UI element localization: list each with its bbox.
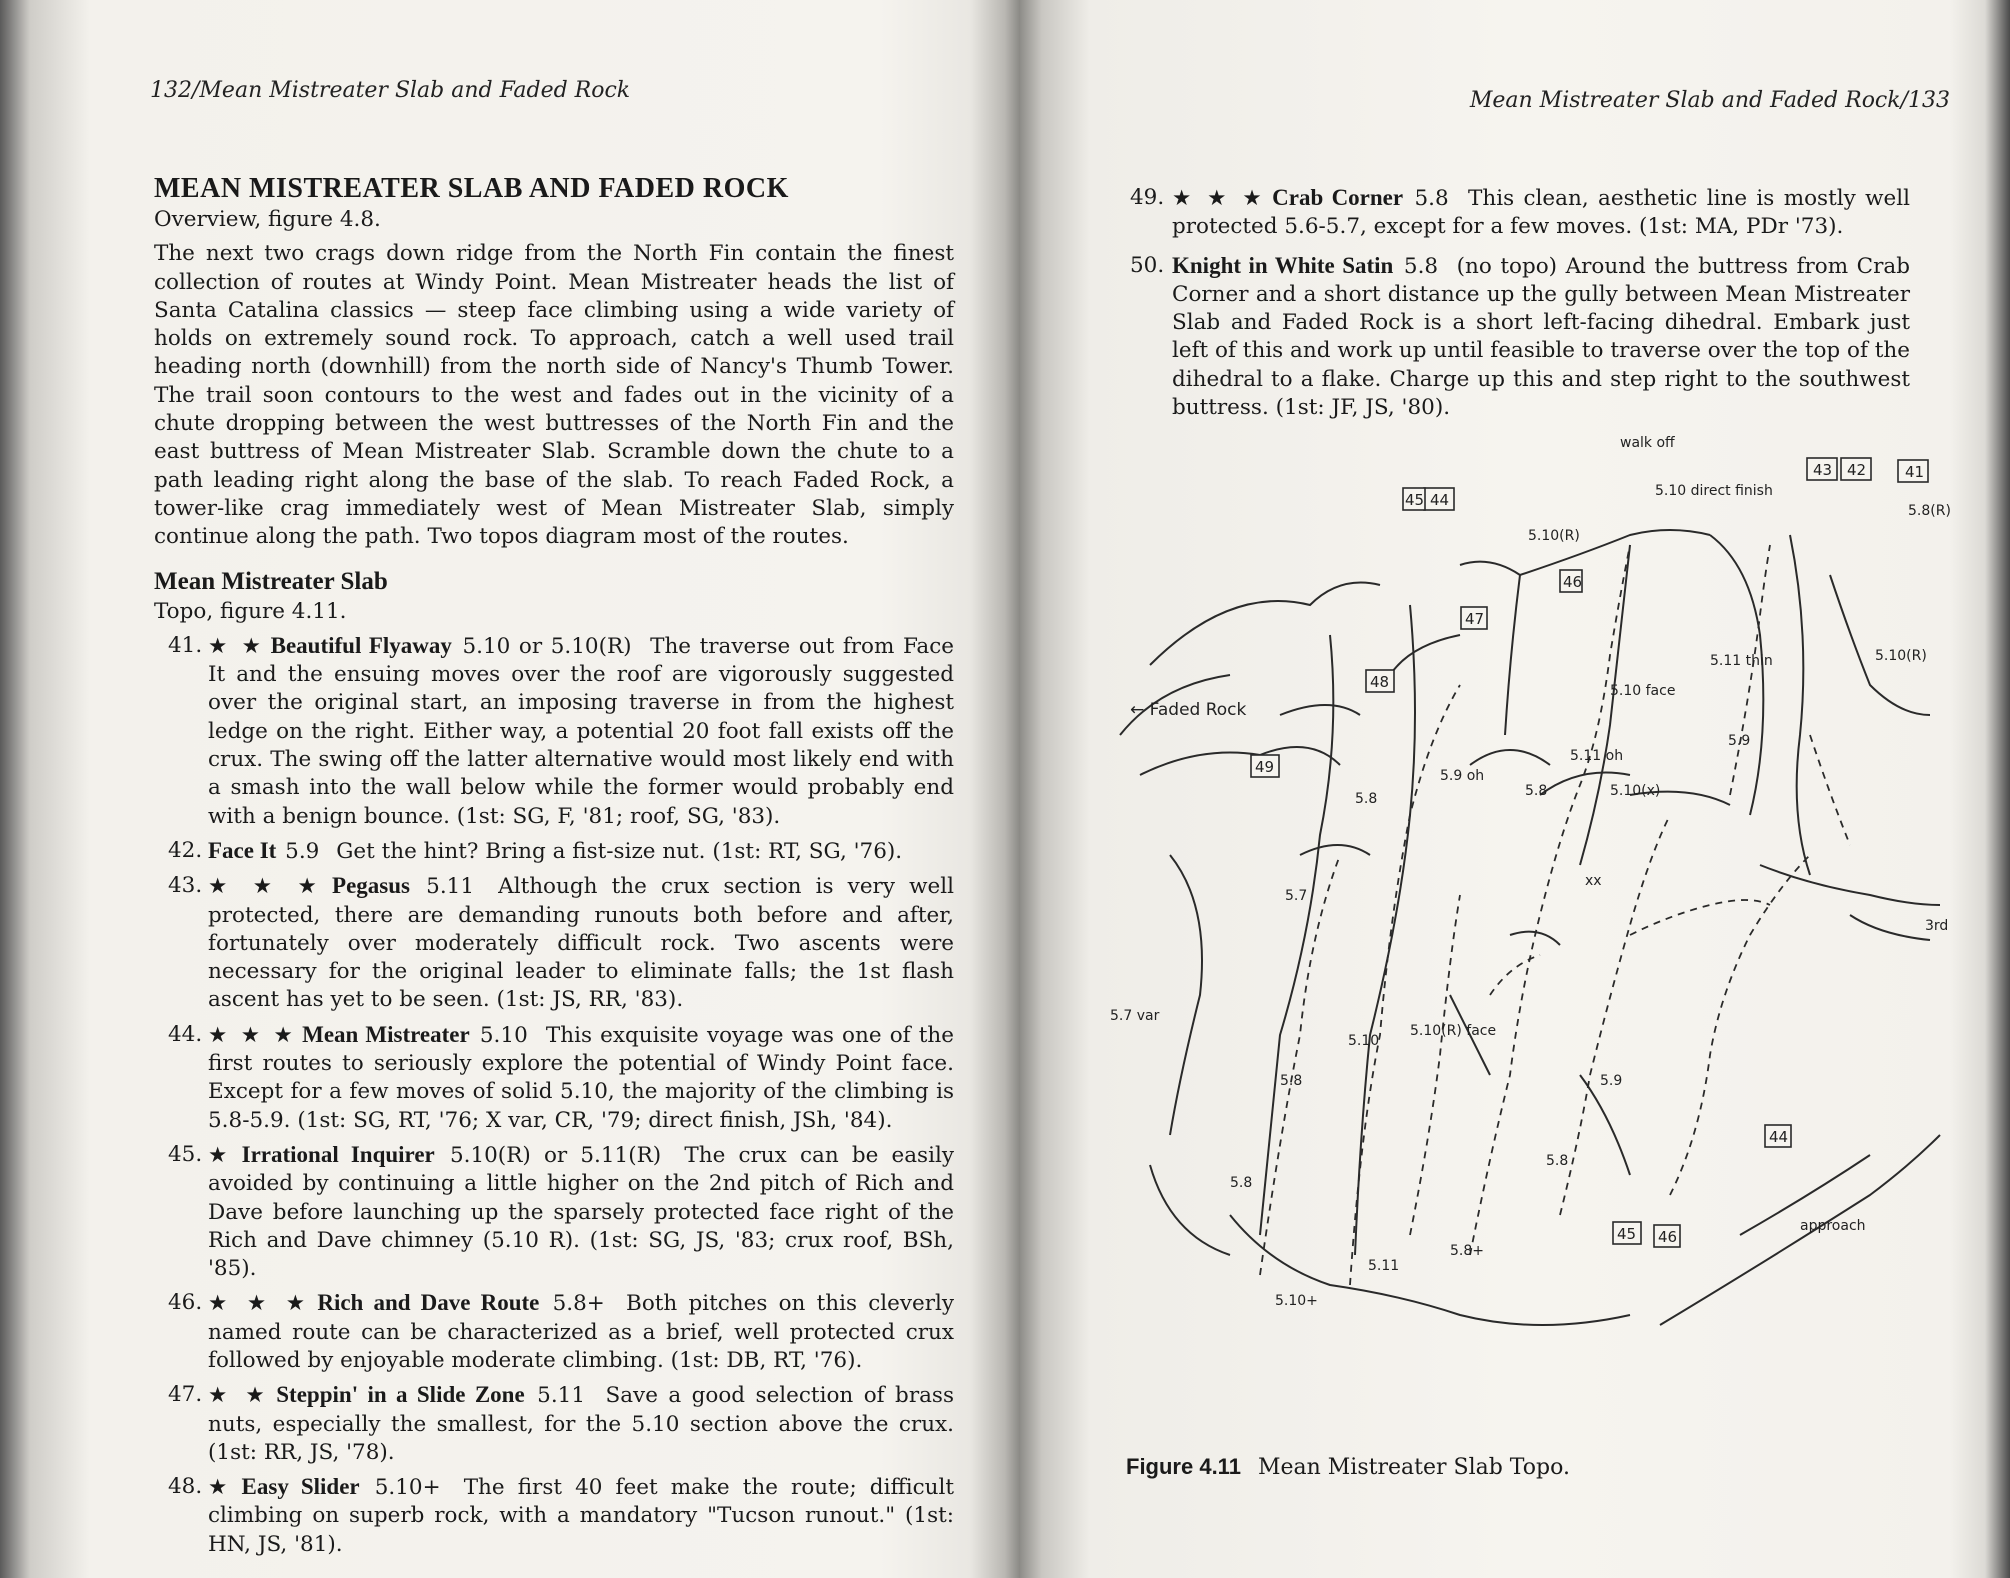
svg-text:46: 46 <box>1658 1228 1678 1246</box>
route-description: The crux can be easily avoided by continuing a little higher on the 2nd pitch of Rich and Dave before launching up the sparsely protected face right of the Rich and Dave chimney (5.10 R). (1st: SG, JS, '83; crux roof, BSh, '85). <box>208 1142 954 1282</box>
route-stars: ★ ★ ★ <box>208 874 327 900</box>
route-entry <box>154 1021 954 1135</box>
route-entry <box>154 1141 954 1283</box>
route-grade: 5.10 or 5.10(R) <box>462 633 632 659</box>
route-grade: 5.8 <box>1403 253 1439 279</box>
topo-label-510r-2: 5.10(R) <box>1875 648 1927 664</box>
topo-label-511: 5.11 <box>1368 1258 1400 1274</box>
right-page <box>1020 0 2010 1578</box>
route-number: 47. <box>168 1382 203 1408</box>
route-name: Crab Corner <box>1272 185 1404 210</box>
route-description: The first 40 feet make the route; difficult climbing on superb rock, with a mandatory "Tucson runout." (1st: HN, JS, '81). <box>208 1475 955 1557</box>
route-number: 48. <box>168 1474 203 1500</box>
topo-label-direct-finish: 5.10 direct finish <box>1655 483 1773 499</box>
route-entry <box>154 837 954 866</box>
route-entry <box>154 632 954 831</box>
route-entry <box>154 1289 954 1375</box>
route-stars: ★ ★ ★ <box>1172 186 1267 211</box>
topo-label-58r: 5.8(R) <box>1908 503 1951 519</box>
svg-text:45: 45 <box>1617 1225 1637 1243</box>
route-number: 42. <box>168 837 203 863</box>
route-number: 49. <box>1130 185 1165 210</box>
left-column <box>154 172 954 1559</box>
topo-label-511oh: 5.11 oh <box>1570 748 1624 764</box>
route-stars: ★ ★ ★ <box>208 1291 312 1317</box>
route-description: Save a good selection of brass nuts, especially the smallest, for the 5.10 section above the crux. (1st: RR, JS, '78). <box>208 1383 954 1465</box>
route-entry <box>1130 252 1910 423</box>
svg-text:44: 44 <box>1430 491 1450 509</box>
section-title: Mean Mistreater Slab <box>154 567 388 595</box>
route-grade: 5.10(R) or 5.11(R) <box>449 1142 662 1168</box>
route-stars: ★ <box>208 1475 236 1501</box>
topo-label-57: 5.7 <box>1285 888 1308 904</box>
route-description: Although the crux section is very well protected, there are demanding runouts both before and after, fortunately over moderately difficult rock. Two ascents were necessary for the original leader to eliminate falls; the 1st flash ascent has yet to be seen. (1st: JS, RR, '83). <box>208 874 954 1013</box>
topo-label-xx: xx <box>1585 873 1602 889</box>
route-name: Knight in White Satin <box>1172 252 1394 278</box>
topo-label-59b: 5.9 <box>1600 1073 1623 1089</box>
route-list-right <box>1130 184 1910 432</box>
topo-label-59: 5.9 <box>1728 733 1751 749</box>
route-description: This exquisite voyage was one of the first routes to seriously explore the potential of Windy Point face. Except for a few moves of solid 5.10, the majority of the climbing is 5.8-5.9. (1st: SG, RT, '76; X var, CR, '79; direct finish, JSh, '84). <box>208 1022 955 1133</box>
route-list-left <box>154 632 954 1559</box>
topo-drawing <box>1110 435 1960 1335</box>
route-stars: ★ ★ <box>208 633 265 659</box>
topo-label-510face: 5.10(R) face <box>1410 1023 1497 1039</box>
route-entry <box>1130 184 1910 242</box>
topo-label-3rd: 3rd <box>1925 918 1949 934</box>
route-name: Rich and Dave Route <box>317 1290 540 1316</box>
topo-outline <box>1150 583 1380 666</box>
route-grade: 5.11 <box>537 1383 586 1409</box>
right-running-head: Mean Mistreater Slab and Faded Rock/133 <box>1469 88 1950 113</box>
route-number: 50. <box>1130 252 1165 278</box>
route-name: Easy Slider <box>241 1474 360 1500</box>
route-name: Pegasus <box>332 873 410 899</box>
topo-label-58e: 5.8 <box>1230 1175 1253 1191</box>
overview-ref: Overview, figure 4.8. <box>154 207 381 232</box>
topo-label-face: 5.10 face <box>1610 683 1676 699</box>
figure-caption-text: Mean Mistreater Slab Topo. <box>1257 1455 1570 1480</box>
route-entry <box>154 872 954 1014</box>
section-topo-ref: Topo, figure 4.11. <box>154 598 347 624</box>
svg-text:45: 45 <box>1405 491 1425 509</box>
route-entry <box>154 1473 954 1559</box>
svg-text:43: 43 <box>1813 461 1833 479</box>
route-stars: ★ <box>208 1142 236 1168</box>
route-description: Get the hint? Bring a fist-size nut. (1st: RT, SG, '76). <box>336 838 903 864</box>
svg-text:41: 41 <box>1905 463 1925 481</box>
route-grade: 5.11 <box>426 874 475 900</box>
topo-label-510plus: 5.10+ <box>1275 1293 1318 1309</box>
route-description: (no topo) Around the buttress from Crab Corner and a short distance up the gully between Mean Mistreater Slab and Faded Rock is a short left-facing dihedral. Embark just left of this and work up until feasible to traverse over the top of the dihedral to a flake. Charge up this and step right to the southwest buttress. (1st: JF, JS, '80). <box>1172 253 1910 421</box>
route-number: 45. <box>168 1141 203 1167</box>
topo-label-510: 5.10 <box>1348 1033 1380 1049</box>
route-description: This clean, aesthetic line is mostly well protected 5.6-5.7, except for a few moves. (1st: MA, PDr '73). <box>1172 186 1910 240</box>
route-entry <box>154 1381 954 1467</box>
svg-text:49: 49 <box>1255 758 1275 776</box>
topo-label-57var: 5.7 var <box>1110 1008 1160 1024</box>
svg-text:42: 42 <box>1847 461 1867 479</box>
topo-figure <box>1110 435 1960 1335</box>
topo-label-approach: approach <box>1800 1218 1866 1234</box>
route-grade: 5.8+ <box>552 1291 605 1317</box>
figure-caption <box>1126 1454 1570 1480</box>
svg-text:48: 48 <box>1370 673 1390 691</box>
topo-label-510r: 5.10(R) <box>1528 528 1580 544</box>
route-stars: ★ ★ ★ <box>208 1022 297 1048</box>
chapter-title: MEAN MISTREATER SLAB AND FADED ROCK <box>154 173 789 204</box>
route-number: 44. <box>168 1021 203 1047</box>
route-name: Beautiful Flyaway <box>270 632 452 658</box>
route-description: Both pitches on this cleverly named route can be characterized as a brief, well protected crux followed by enjoyable moderate climbing. (1st: DB, RT, '76). <box>208 1291 954 1373</box>
route-description: The traverse out from Face It and the ensuing moves over the roof are vigorously suggested over the original start, an imposing traverse in from the highest ledge on the right. Either way, a potential 20 foot fall exists off the crux. The swing off the latter alternative would most likely end with a smash into the wall below while the former would probably end with a benign bounce. (1st: SG, F, '81; roof, SG, '83). <box>208 633 954 829</box>
topo-label-oh: 5.9 oh <box>1440 768 1485 784</box>
left-running-head: 132/Mean Mistreater Slab and Faded Rock <box>150 78 631 103</box>
topo-label-walk-off: walk off <box>1620 435 1675 451</box>
topo-label-thin: 5.11 thin <box>1710 653 1773 669</box>
topo-label-58plus: 5.8+ <box>1450 1243 1484 1259</box>
route-number: 43. <box>168 873 203 899</box>
route-stars: ★ ★ <box>208 1383 271 1409</box>
topo-label-58d: 5.8 <box>1280 1073 1303 1089</box>
topo-label-58c: 5.8 <box>1546 1153 1569 1169</box>
svg-text:46: 46 <box>1563 573 1583 591</box>
route-name: Face It <box>208 837 277 863</box>
route-name: Mean Mistreater <box>302 1021 470 1047</box>
topo-label-58: 5.8 <box>1525 783 1548 799</box>
route-number: 41. <box>168 632 203 658</box>
intro-paragraph: The next two crags down ridge from the North Fin contain the finest collection of routes at Windy Point. Mean Mistreater heads the list of Santa Catalina classics — steep face climbing using a wide variety of holds on extremely sound rock. To approach, catch a well used trail heading north (downhill) from the north side of Nancy's Thumb Tower. The trail soon contours to the west and fades out in the vicinity of a chute dropping between the west buttresses of the North Fin and the east buttress of Mean Mistreater Slab. Scramble down the chute to a path leading right along the base of the slab. To reach Faded Rock, a tower-like crag immediately west of Mean Mistreater Slab, simply continue along the path. Two topos diagram most of the routes. <box>154 241 954 550</box>
topo-label-faded-rock: ← Faded Rock <box>1130 700 1247 720</box>
route-grade: 5.10 <box>479 1022 528 1048</box>
svg-text:47: 47 <box>1465 610 1485 628</box>
svg-text:44: 44 <box>1769 1128 1789 1146</box>
route-grade: 5.10+ <box>374 1475 441 1501</box>
topo-label-510x: 5.10(x) <box>1610 783 1661 799</box>
route-grade: 5.9 <box>285 838 320 864</box>
figure-label: Figure 4.11 <box>1126 1454 1241 1479</box>
route-name: Steppin' in a Slide Zone <box>276 1382 525 1408</box>
topo-label-58b: 5.8 <box>1355 791 1378 807</box>
route-number: 46. <box>168 1290 203 1316</box>
route-name: Irrational Inquirer <box>241 1141 435 1167</box>
route-grade: 5.8 <box>1414 186 1449 211</box>
